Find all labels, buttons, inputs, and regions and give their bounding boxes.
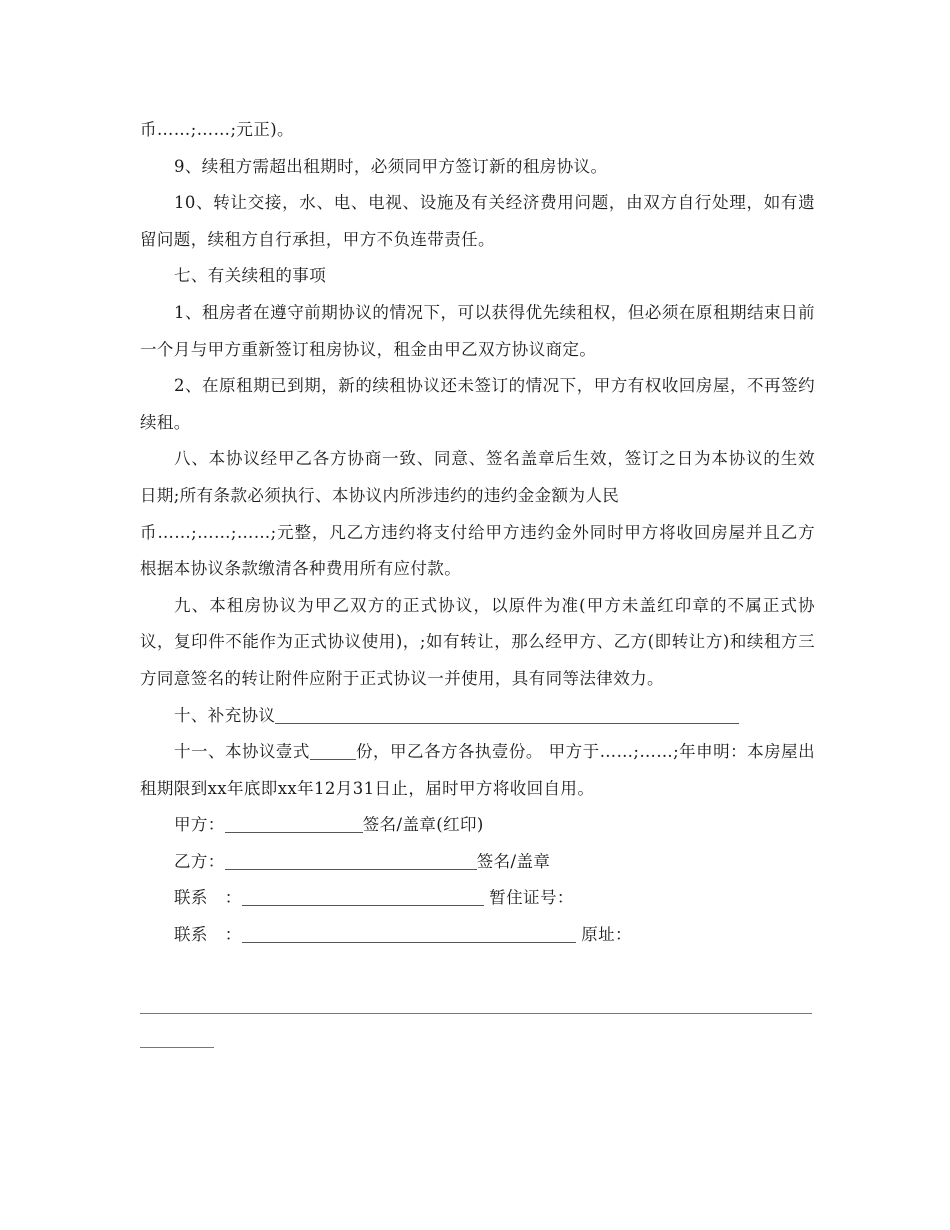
copies-blank (310, 739, 356, 760)
section-8-part-2: 币……;……;……;元整，凡乙方违约将支付给甲方违约金外同时甲方将收回房屋并且乙方根据本协议条款缴清各种费用所有应付款。 (140, 522, 815, 579)
party-a-blank (225, 812, 363, 833)
contact-2-suffix: 原址： (575, 925, 632, 945)
party-a-signature-line (140, 807, 815, 844)
section-10-label: 十、补充协议 (174, 705, 276, 725)
section-7-clause-1: 1、租房者在遵守前期协议的情况下，可以获得优先续租权，但必须在原租期结束日前一个月与甲方重新签订租房协议，租金由甲乙双方协议商定。 (140, 302, 815, 359)
contact-line-2 (140, 917, 815, 954)
supplementary-blank (275, 703, 739, 724)
document-body (140, 112, 815, 954)
contact-1-label: 联系 ： (174, 888, 242, 908)
party-b-suffix: 签名/盖章 (476, 851, 551, 871)
contact-2-label: 联系 ： (174, 925, 242, 945)
contact-line-1 (140, 880, 815, 917)
contact-1-suffix: 暂住证号： (483, 888, 574, 908)
section-11-label: 十一、本协议壹式 (174, 742, 310, 762)
section-7-clause-2: 2、在原租期已到期，新的续租协议还未签订的情况下，甲方有权收回房屋，不再签约续租。 (140, 376, 815, 432)
section-11-text: 份，甲乙各方各执壹份。 甲方于……;……;年申明：本房屋出租期限到xx年底即xx年12月31日止，届时甲方将收回自用。 (140, 742, 816, 798)
paragraph-currency-end: 币……;……;元正)。 (140, 120, 294, 139)
trailing-rule-long (140, 1013, 812, 1014)
clause-10: 10、转让交接，水、电、电视、设施及有关经济费用问题，由双方自行处理，如有遗留问题，续租方自行承担，甲方不负连带责任。 (140, 193, 815, 249)
section-8-part-1: 八、本协议经甲乙各方协商一致、同意、签名盖章后生效，签订之日为本协议的生效日期;所有条款必须执行、本协议内所涉违约的违约金金额为人民 (140, 449, 815, 505)
party-b-blank (225, 849, 477, 870)
trailing-rule-short (140, 1047, 214, 1048)
contact-2-blank (242, 922, 576, 943)
party-a-suffix: 签名/盖章(红印) (362, 815, 484, 835)
section-9: 九、本租房协议为甲乙双方的正式协议，以原件为准(甲方未盖红印章的不属正式协议，复印件不能作为正式协议使用)，;如有转让，那么经甲方、乙方(即转让方)和续租方三方同意签名的转让附件应附于正式协议一并使用，具有同等法律效力。 (140, 595, 815, 688)
party-a-label: 甲方： (174, 815, 225, 835)
section-10 (140, 698, 815, 735)
party-b-label: 乙方： (174, 851, 225, 871)
section-11 (140, 734, 815, 807)
clause-9: 9、续租方需超出租期时，必须同甲方签订新的租房协议。 (174, 156, 608, 176)
contact-1-blank (242, 885, 484, 906)
section-7-heading: 七、有关续租的事项 (174, 266, 327, 286)
party-b-signature-line (140, 844, 815, 881)
